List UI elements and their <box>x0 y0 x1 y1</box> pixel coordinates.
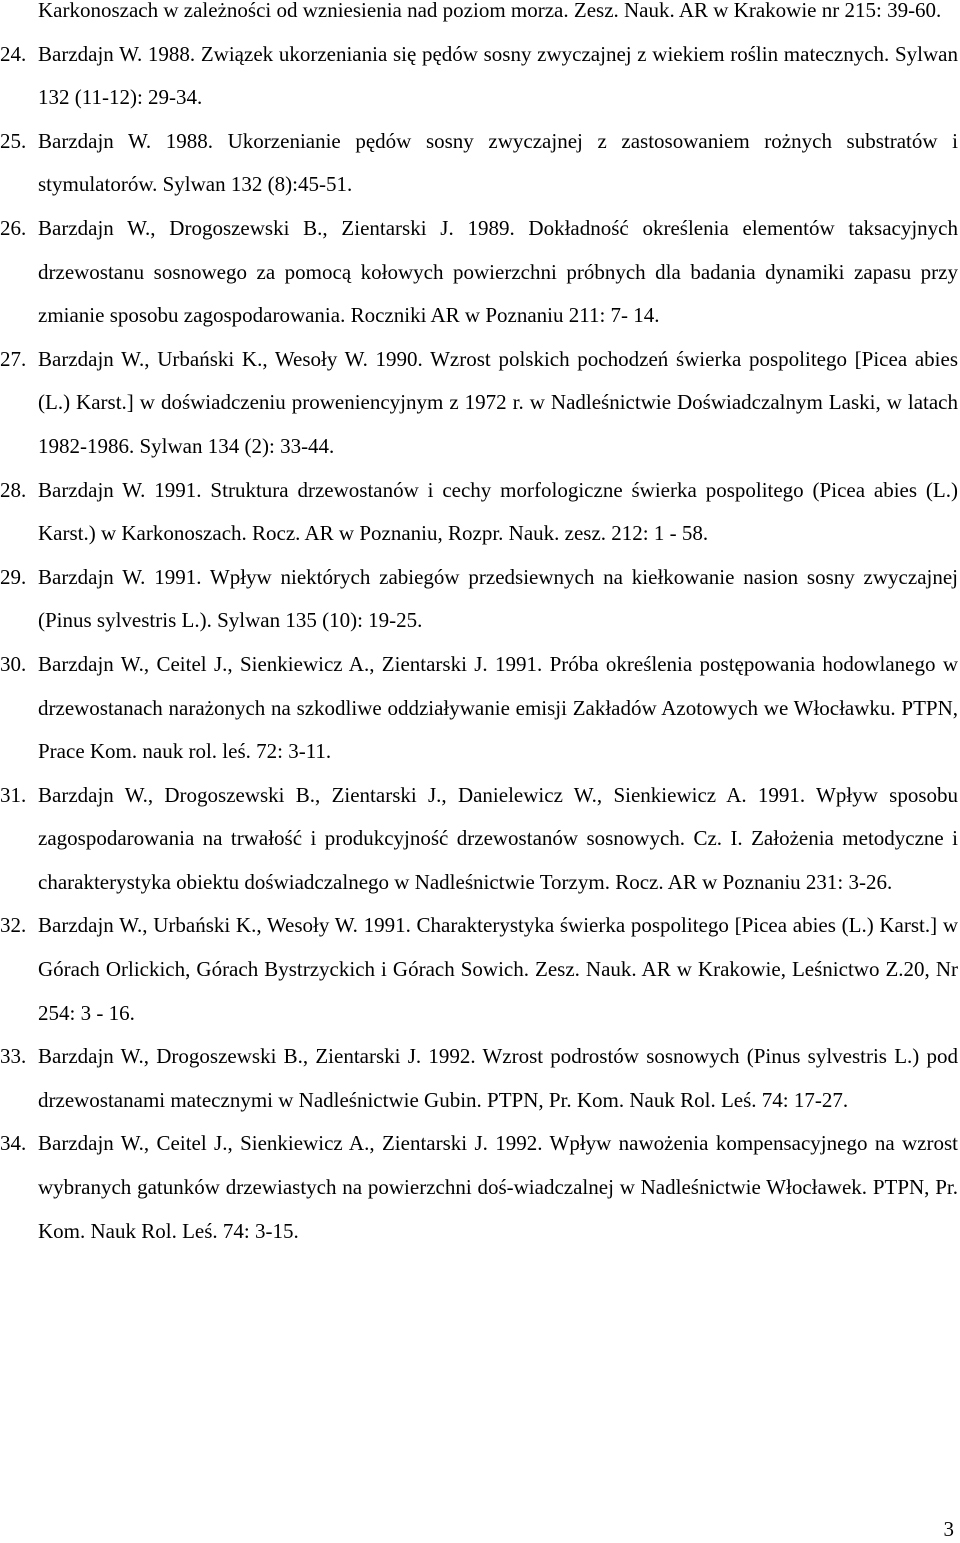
reference-item-30 <box>0 643 958 774</box>
reference-text: Barzdajn W., Drogoszewski B., Zientarski J. 1992. Wzrost podrostów sosnowych (Pinus sylvestris L.) pod drzewostanami matecznymi w Nadleśnictwie Gubin. PTPN, Pr. Kom. Nauk Rol. Leś. 74: 17-27. <box>38 1044 958 1112</box>
reference-item-28 <box>0 469 958 556</box>
reference-number: 27. <box>0 346 27 371</box>
reference-item-33 <box>0 1035 958 1122</box>
reference-item-23-continued <box>0 0 958 33</box>
reference-text: Barzdajn W., Drogoszewski B., Zientarski J., Danielewicz W., Sienkiewicz A. 1991. Wpływ sposobu zagospodarowania na trwałość i produkcyjność drzewostanów sosnowych. Cz. I. Założenia metodyczne i charakterystyka obiektu doświadczalnego w Nadleśnictwie Torzym. Rocz. AR w Poznaniu 231: 3-26. <box>38 782 958 894</box>
reference-text: Barzdajn W. 1988. Ukorzenianie pędów sosny zwyczajnej z zastosowaniem rożnych substratów i stymulatorów. Sylwan 132 (8):45-51. <box>38 128 958 197</box>
reference-text: Barzdajn W., Urbański K., Wesoły W. 1991. Charakterystyka świerka pospolitego [Picea abies (L.) Karst.] w Górach Orlickich, Górach Bystrzyckich i Górach Sowich. Zesz. Nauk. AR w Krakowie, Leśnictwo Z.20, Nr 254: 3 - 16. <box>38 913 958 1025</box>
reference-text: Barzdajn W. 1991. Struktura drzewostanów i cechy morfologiczne świerka pospolitego (Picea abies (L.) Karst.) w Karkonoszach. Rocz. AR w Poznaniu, Rozpr. Nauk. zesz. 212: 1 - 58. <box>38 477 958 546</box>
reference-text: Barzdajn W. 1988. Związek ukorzeniania się pędów sosny zwyczajnej z wiekiem roślin matecznych. Sylwan 132 (11-12): 29-34. <box>38 41 958 110</box>
reference-item-31 <box>0 774 958 905</box>
reference-text: Barzdajn W., Drogoszewski B., Zientarski J. 1989. Dokładność określenia elementów taksacyjnych drzewostanu sosnowego za pomocą kołowych powierzchni próbnych dla badania dynamiki zapasu przy zmianie sposobu zagospodarowania. Roczniki AR w Poznaniu 211: 7- 14. <box>38 215 958 328</box>
reference-number: 31. <box>0 782 27 807</box>
reference-item-34 <box>0 1122 958 1253</box>
reference-item-26 <box>0 207 958 338</box>
page-number: 3 <box>943 1517 954 1541</box>
reference-item-29 <box>0 556 958 643</box>
reference-number: 26. <box>0 215 27 240</box>
reference-number: 33. <box>0 1044 27 1069</box>
reference-text: Barzdajn W., Urbański K., Wesoły W. 1990. Wzrost polskich pochodzeń świerka pospolitego [Picea abies (L.) Karst.] w doświadczeniu proweniencyjnym z 1972 r. w Nadleśnictwie Doświadczalnym Laski, w latach 1982-1986. Sylwan 134 (2): 33-44. <box>38 346 958 458</box>
reference-number: 29. <box>0 564 27 589</box>
reference-item-27 <box>0 338 958 469</box>
reference-number: 32. <box>0 913 27 938</box>
reference-number: 28. <box>0 477 27 502</box>
reference-item-24 <box>0 33 958 120</box>
reference-item-32 <box>0 904 958 1035</box>
reference-text: Barzdajn W., Ceitel J., Sienkiewicz A., Zientarski J. 1992. Wpływ nawożenia kompensacyjnego na wzrost wybranych gatunków drzewiastych na powierzchni doś-wiadczalnej w Nadleśnictwie Włocławek. PTPN, Pr. Kom. Nauk Rol. Leś. 74: 3-15. <box>38 1131 958 1243</box>
reference-text: Barzdajn W., Ceitel J., Sienkiewicz A., Zientarski J. 1991. Próba określenia postępowania hodowlanego w drzewostanach narażonych na szkodliwe oddziaływanie emisji Zakładów Azotowych we Włocławku. PTPN, Prace Kom. nauk rol. leś. 72: 3-11. <box>38 651 958 764</box>
reference-number: 30. <box>0 651 27 676</box>
reference-number: 24. <box>0 41 27 66</box>
reference-number: 34. <box>0 1131 27 1156</box>
reference-text: Barzdajn W. 1991. Wpływ niektórych zabiegów przedsiewnych na kiełkowanie nasion sosny zwyczajnej (Pinus sylvestris L.). Sylwan 135 (10): 19-25. <box>38 564 958 633</box>
reference-text: Karkonoszach w zależności od wzniesienia nad poziom morza. Zesz. Nauk. AR w Krakowie nr 215: 39-60. <box>38 0 942 22</box>
reference-item-25 <box>0 120 958 207</box>
reference-number: 25. <box>0 128 27 153</box>
